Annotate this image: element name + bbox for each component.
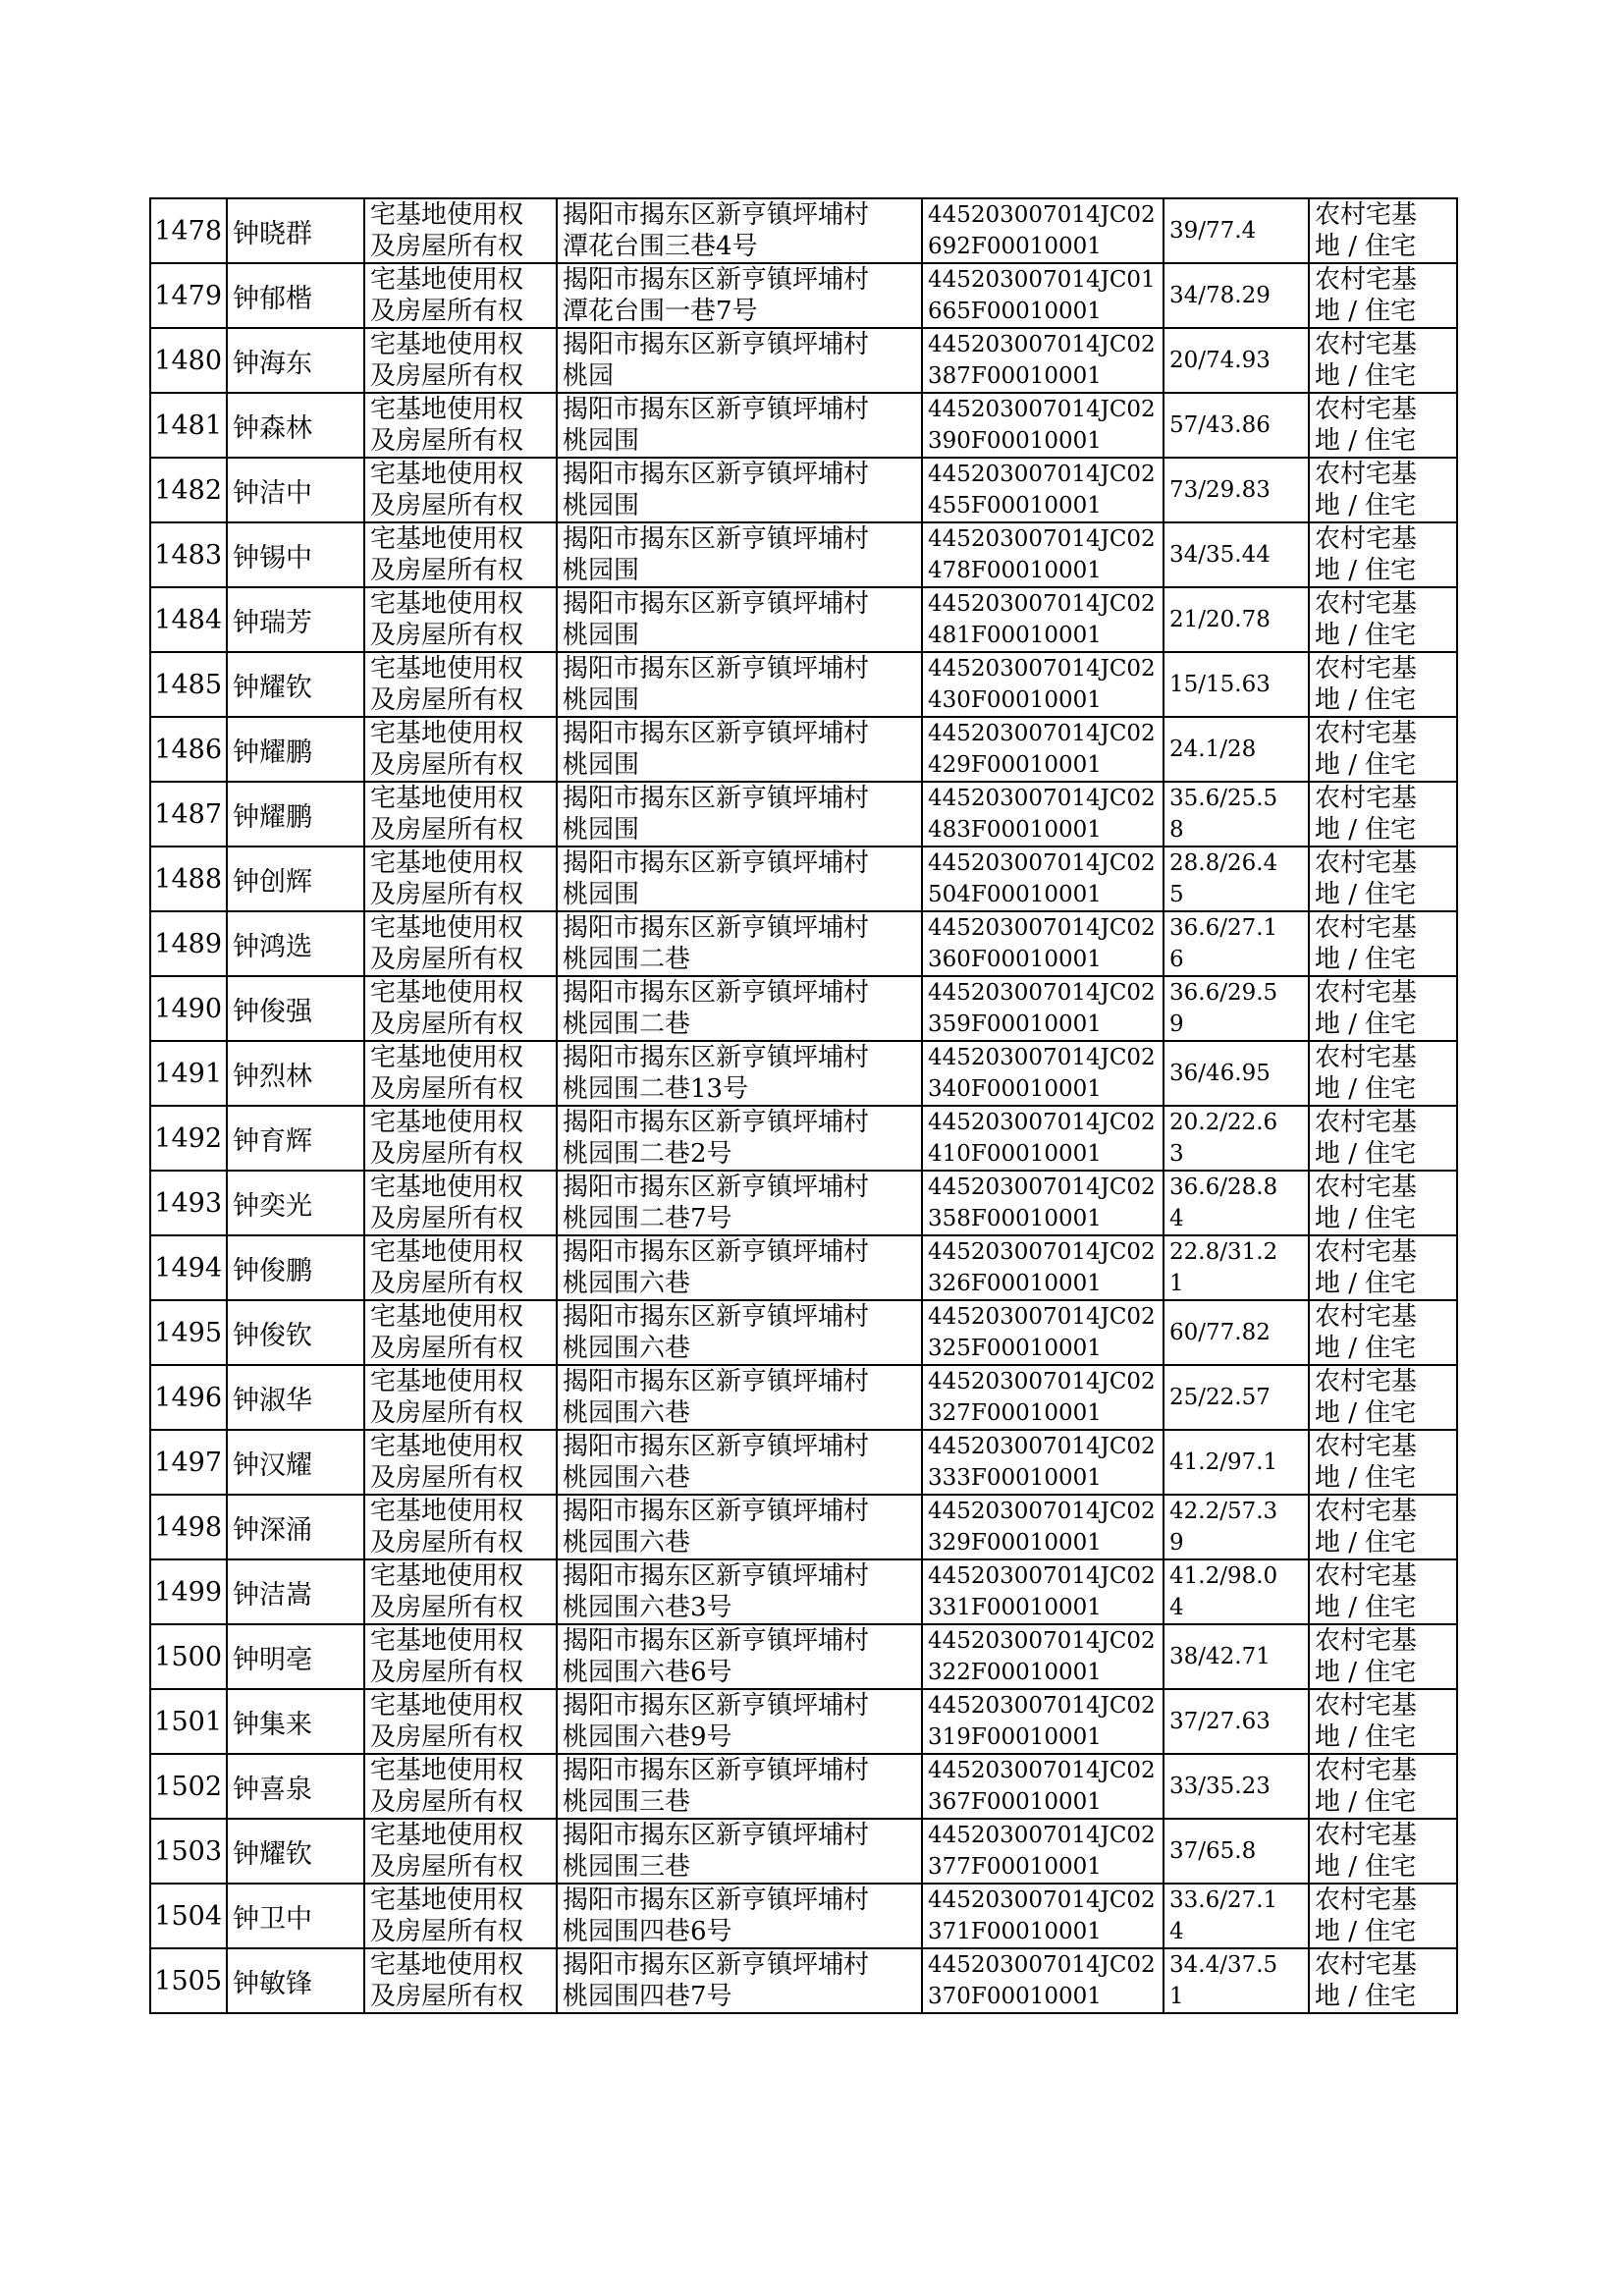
area-cell: 33.6/27.1 4 <box>1164 1884 1309 1948</box>
record-number-cell: 1500 <box>150 1624 227 1689</box>
holder-name-cell: 钟烈林 <box>227 1041 364 1106</box>
table-row <box>150 1754 1457 1819</box>
holder-name-cell: 钟森林 <box>227 393 364 458</box>
right-type-cell: 宅基地使用权 及房屋所有权 <box>364 1689 557 1754</box>
area-cell: 34.4/37.5 1 <box>1164 1948 1309 2013</box>
land-use-cell: 农村宅基 地 / 住宅 <box>1309 976 1457 1041</box>
unit-id-cell: 445203007014JC02 387F00010001 <box>922 328 1164 393</box>
holder-name-cell: 钟喜泉 <box>227 1754 364 1819</box>
holder-name-cell: 钟深涌 <box>227 1495 364 1559</box>
unit-id-cell: 445203007014JC02 430F00010001 <box>922 652 1164 717</box>
address-cell: 揭阳市揭东区新亨镇坪埔村 桃园围 <box>557 458 922 522</box>
table-row <box>150 1430 1457 1495</box>
right-type-cell: 宅基地使用权 及房屋所有权 <box>364 263 557 328</box>
table-row <box>150 847 1457 911</box>
right-type-cell: 宅基地使用权 及房屋所有权 <box>364 1235 557 1300</box>
record-number-cell: 1499 <box>150 1559 227 1624</box>
record-number-cell: 1490 <box>150 976 227 1041</box>
unit-id-cell: 445203007014JC02 483F00010001 <box>922 782 1164 847</box>
table-row <box>150 328 1457 393</box>
right-type-cell: 宅基地使用权 及房屋所有权 <box>364 1559 557 1624</box>
holder-name-cell: 钟明亳 <box>227 1624 364 1689</box>
address-cell: 揭阳市揭东区新亨镇坪埔村 桃园围三巷 <box>557 1819 922 1884</box>
table-row <box>150 1171 1457 1235</box>
land-use-cell: 农村宅基 地 / 住宅 <box>1309 393 1457 458</box>
area-cell: 28.8/26.4 5 <box>1164 847 1309 911</box>
address-cell: 揭阳市揭东区新亨镇坪埔村 桃园围六巷 <box>557 1365 922 1430</box>
land-use-cell: 农村宅基 地 / 住宅 <box>1309 1754 1457 1819</box>
unit-id-cell: 445203007014JC02 390F00010001 <box>922 393 1164 458</box>
right-type-cell: 宅基地使用权 及房屋所有权 <box>364 1819 557 1884</box>
area-cell: 24.1/28 <box>1164 717 1309 782</box>
record-number-cell: 1494 <box>150 1235 227 1300</box>
unit-id-cell: 445203007014JC02 322F00010001 <box>922 1624 1164 1689</box>
table-row <box>150 1365 1457 1430</box>
record-number-cell: 1503 <box>150 1819 227 1884</box>
holder-name-cell: 钟卫中 <box>227 1884 364 1948</box>
area-cell: 35.6/25.5 8 <box>1164 782 1309 847</box>
right-type-cell: 宅基地使用权 及房屋所有权 <box>364 1948 557 2013</box>
table-row <box>150 911 1457 976</box>
area-cell: 42.2/57.3 9 <box>1164 1495 1309 1559</box>
record-number-cell: 1484 <box>150 587 227 652</box>
address-cell: 揭阳市揭东区新亨镇坪埔村 桃园围六巷 <box>557 1300 922 1365</box>
land-use-cell: 农村宅基 地 / 住宅 <box>1309 911 1457 976</box>
unit-id-cell: 445203007014JC02 370F00010001 <box>922 1948 1164 2013</box>
right-type-cell: 宅基地使用权 及房屋所有权 <box>364 1041 557 1106</box>
unit-id-cell: 445203007014JC02 331F00010001 <box>922 1559 1164 1624</box>
unit-id-cell: 445203007014JC02 327F00010001 <box>922 1365 1164 1430</box>
address-cell: 揭阳市揭东区新亨镇坪埔村 桃园围二巷2号 <box>557 1106 922 1171</box>
address-cell: 揭阳市揭东区新亨镇坪埔村 桃园围 <box>557 522 922 587</box>
holder-name-cell: 钟洁嵩 <box>227 1559 364 1624</box>
holder-name-cell: 钟创辉 <box>227 847 364 911</box>
address-cell: 揭阳市揭东区新亨镇坪埔村 桃园围 <box>557 393 922 458</box>
address-cell: 揭阳市揭东区新亨镇坪埔村 桃园围二巷7号 <box>557 1171 922 1235</box>
record-number-cell: 1497 <box>150 1430 227 1495</box>
unit-id-cell: 445203007014JC02 359F00010001 <box>922 976 1164 1041</box>
area-cell: 41.2/97.1 <box>1164 1430 1309 1495</box>
address-cell: 揭阳市揭东区新亨镇坪埔村 桃园围六巷3号 <box>557 1559 922 1624</box>
record-number-cell: 1501 <box>150 1689 227 1754</box>
right-type-cell: 宅基地使用权 及房屋所有权 <box>364 847 557 911</box>
record-number-cell: 1498 <box>150 1495 227 1559</box>
land-use-cell: 农村宅基 地 / 住宅 <box>1309 1235 1457 1300</box>
record-number-cell: 1492 <box>150 1106 227 1171</box>
area-cell: 34/35.44 <box>1164 522 1309 587</box>
area-cell: 25/22.57 <box>1164 1365 1309 1430</box>
unit-id-cell: 445203007014JC02 692F00010001 <box>922 198 1164 263</box>
land-use-cell: 农村宅基 地 / 住宅 <box>1309 1689 1457 1754</box>
holder-name-cell: 钟俊鹏 <box>227 1235 364 1300</box>
land-use-cell: 农村宅基 地 / 住宅 <box>1309 328 1457 393</box>
land-use-cell: 农村宅基 地 / 住宅 <box>1309 1106 1457 1171</box>
land-use-cell: 农村宅基 地 / 住宅 <box>1309 1819 1457 1884</box>
record-number-cell: 1481 <box>150 393 227 458</box>
right-type-cell: 宅基地使用权 及房屋所有权 <box>364 1300 557 1365</box>
holder-name-cell: 钟晓群 <box>227 198 364 263</box>
area-cell: 20.2/22.6 3 <box>1164 1106 1309 1171</box>
land-use-cell: 农村宅基 地 / 住宅 <box>1309 1495 1457 1559</box>
record-number-cell: 1487 <box>150 782 227 847</box>
area-cell: 21/20.78 <box>1164 587 1309 652</box>
right-type-cell: 宅基地使用权 及房屋所有权 <box>364 328 557 393</box>
area-cell: 38/42.71 <box>1164 1624 1309 1689</box>
address-cell: 揭阳市揭东区新亨镇坪埔村 桃园围三巷 <box>557 1754 922 1819</box>
right-type-cell: 宅基地使用权 及房屋所有权 <box>364 1365 557 1430</box>
right-type-cell: 宅基地使用权 及房屋所有权 <box>364 652 557 717</box>
address-cell: 揭阳市揭东区新亨镇坪埔村 桃园围二巷 <box>557 911 922 976</box>
record-number-cell: 1489 <box>150 911 227 976</box>
table-row <box>150 1559 1457 1624</box>
table-row <box>150 458 1457 522</box>
table-row <box>150 1300 1457 1365</box>
address-cell: 揭阳市揭东区新亨镇坪埔村 潭花台围三巷4号 <box>557 198 922 263</box>
record-number-cell: 1480 <box>150 328 227 393</box>
record-number-cell: 1493 <box>150 1171 227 1235</box>
area-cell: 22.8/31.2 1 <box>1164 1235 1309 1300</box>
property-rights-table <box>149 197 1458 2014</box>
holder-name-cell: 钟俊强 <box>227 976 364 1041</box>
address-cell: 揭阳市揭东区新亨镇坪埔村 桃园围四巷6号 <box>557 1884 922 1948</box>
area-cell: 41.2/98.0 4 <box>1164 1559 1309 1624</box>
area-cell: 37/65.8 <box>1164 1819 1309 1884</box>
table-row <box>150 1106 1457 1171</box>
record-number-cell: 1479 <box>150 263 227 328</box>
unit-id-cell: 445203007014JC02 333F00010001 <box>922 1430 1164 1495</box>
land-use-cell: 农村宅基 地 / 住宅 <box>1309 1300 1457 1365</box>
table-row <box>150 1235 1457 1300</box>
table-row <box>150 263 1457 328</box>
unit-id-cell: 445203007014JC02 329F00010001 <box>922 1495 1164 1559</box>
unit-id-cell: 445203007014JC02 410F00010001 <box>922 1106 1164 1171</box>
unit-id-cell: 445203007014JC02 358F00010001 <box>922 1171 1164 1235</box>
land-use-cell: 农村宅基 地 / 住宅 <box>1309 1948 1457 2013</box>
holder-name-cell: 钟育辉 <box>227 1106 364 1171</box>
holder-name-cell: 钟鸿选 <box>227 911 364 976</box>
land-use-cell: 农村宅基 地 / 住宅 <box>1309 717 1457 782</box>
address-cell: 揭阳市揭东区新亨镇坪埔村 桃园围 <box>557 587 922 652</box>
right-type-cell: 宅基地使用权 及房屋所有权 <box>364 1754 557 1819</box>
record-number-cell: 1496 <box>150 1365 227 1430</box>
unit-id-cell: 445203007014JC02 325F00010001 <box>922 1300 1164 1365</box>
holder-name-cell: 钟俊钦 <box>227 1300 364 1365</box>
land-use-cell: 农村宅基 地 / 住宅 <box>1309 1365 1457 1430</box>
right-type-cell: 宅基地使用权 及房屋所有权 <box>364 782 557 847</box>
holder-name-cell: 钟耀鹏 <box>227 782 364 847</box>
area-cell: 34/78.29 <box>1164 263 1309 328</box>
right-type-cell: 宅基地使用权 及房屋所有权 <box>364 717 557 782</box>
address-cell: 揭阳市揭东区新亨镇坪埔村 桃园围六巷 <box>557 1495 922 1559</box>
table-row <box>150 652 1457 717</box>
address-cell: 揭阳市揭东区新亨镇坪埔村 桃园围六巷9号 <box>557 1689 922 1754</box>
land-use-cell: 农村宅基 地 / 住宅 <box>1309 1559 1457 1624</box>
right-type-cell: 宅基地使用权 及房屋所有权 <box>364 911 557 976</box>
table-row <box>150 393 1457 458</box>
land-use-cell: 农村宅基 地 / 住宅 <box>1309 1041 1457 1106</box>
holder-name-cell: 钟耀钦 <box>227 1819 364 1884</box>
right-type-cell: 宅基地使用权 及房屋所有权 <box>364 1171 557 1235</box>
holder-name-cell: 钟锡中 <box>227 522 364 587</box>
right-type-cell: 宅基地使用权 及房屋所有权 <box>364 1884 557 1948</box>
unit-id-cell: 445203007014JC01 665F00010001 <box>922 263 1164 328</box>
holder-name-cell: 钟郁楷 <box>227 263 364 328</box>
address-cell: 揭阳市揭东区新亨镇坪埔村 潭花台围一巷7号 <box>557 263 922 328</box>
record-number-cell: 1504 <box>150 1884 227 1948</box>
table-row <box>150 522 1457 587</box>
area-cell: 15/15.63 <box>1164 652 1309 717</box>
area-cell: 36.6/27.1 6 <box>1164 911 1309 976</box>
record-number-cell: 1485 <box>150 652 227 717</box>
land-use-cell: 农村宅基 地 / 住宅 <box>1309 522 1457 587</box>
land-use-cell: 农村宅基 地 / 住宅 <box>1309 652 1457 717</box>
table-body <box>150 198 1457 2013</box>
right-type-cell: 宅基地使用权 及房屋所有权 <box>364 976 557 1041</box>
table-row <box>150 587 1457 652</box>
record-number-cell: 1505 <box>150 1948 227 2013</box>
table-row <box>150 782 1457 847</box>
record-number-cell: 1495 <box>150 1300 227 1365</box>
right-type-cell: 宅基地使用权 及房屋所有权 <box>364 587 557 652</box>
address-cell: 揭阳市揭东区新亨镇坪埔村 桃园围 <box>557 717 922 782</box>
table-row <box>150 717 1457 782</box>
area-cell: 20/74.93 <box>1164 328 1309 393</box>
address-cell: 揭阳市揭东区新亨镇坪埔村 桃园围六巷6号 <box>557 1624 922 1689</box>
land-use-cell: 农村宅基 地 / 住宅 <box>1309 1171 1457 1235</box>
table-row <box>150 1948 1457 2013</box>
right-type-cell: 宅基地使用权 及房屋所有权 <box>364 1624 557 1689</box>
unit-id-cell: 445203007014JC02 429F00010001 <box>922 717 1164 782</box>
record-number-cell: 1482 <box>150 458 227 522</box>
holder-name-cell: 钟奕光 <box>227 1171 364 1235</box>
table-row <box>150 1819 1457 1884</box>
area-cell: 57/43.86 <box>1164 393 1309 458</box>
holder-name-cell: 钟耀鹏 <box>227 717 364 782</box>
area-cell: 36/46.95 <box>1164 1041 1309 1106</box>
holder-name-cell: 钟敏锋 <box>227 1948 364 2013</box>
address-cell: 揭阳市揭东区新亨镇坪埔村 桃园围 <box>557 782 922 847</box>
unit-id-cell: 445203007014JC02 360F00010001 <box>922 911 1164 976</box>
table-row <box>150 1689 1457 1754</box>
unit-id-cell: 445203007014JC02 377F00010001 <box>922 1819 1164 1884</box>
land-use-cell: 农村宅基 地 / 住宅 <box>1309 198 1457 263</box>
table-row <box>150 1884 1457 1948</box>
right-type-cell: 宅基地使用权 及房屋所有权 <box>364 1495 557 1559</box>
land-use-cell: 农村宅基 地 / 住宅 <box>1309 847 1457 911</box>
area-cell: 37/27.63 <box>1164 1689 1309 1754</box>
area-cell: 36.6/29.5 9 <box>1164 976 1309 1041</box>
record-number-cell: 1486 <box>150 717 227 782</box>
right-type-cell: 宅基地使用权 及房屋所有权 <box>364 458 557 522</box>
area-cell: 39/77.4 <box>1164 198 1309 263</box>
table-row <box>150 198 1457 263</box>
address-cell: 揭阳市揭东区新亨镇坪埔村 桃园围二巷13号 <box>557 1041 922 1106</box>
right-type-cell: 宅基地使用权 及房屋所有权 <box>364 1430 557 1495</box>
land-use-cell: 农村宅基 地 / 住宅 <box>1309 263 1457 328</box>
land-use-cell: 农村宅基 地 / 住宅 <box>1309 1430 1457 1495</box>
address-cell: 揭阳市揭东区新亨镇坪埔村 桃园 <box>557 328 922 393</box>
record-number-cell: 1478 <box>150 198 227 263</box>
unit-id-cell: 445203007014JC02 340F00010001 <box>922 1041 1164 1106</box>
unit-id-cell: 445203007014JC02 319F00010001 <box>922 1689 1164 1754</box>
unit-id-cell: 445203007014JC02 455F00010001 <box>922 458 1164 522</box>
address-cell: 揭阳市揭东区新亨镇坪埔村 桃园围四巷7号 <box>557 1948 922 2013</box>
right-type-cell: 宅基地使用权 及房屋所有权 <box>364 522 557 587</box>
land-use-cell: 农村宅基 地 / 住宅 <box>1309 1884 1457 1948</box>
area-cell: 60/77.82 <box>1164 1300 1309 1365</box>
table-row <box>150 1624 1457 1689</box>
land-use-cell: 农村宅基 地 / 住宅 <box>1309 1624 1457 1689</box>
holder-name-cell: 钟海东 <box>227 328 364 393</box>
area-cell: 33/35.23 <box>1164 1754 1309 1819</box>
land-use-cell: 农村宅基 地 / 住宅 <box>1309 458 1457 522</box>
right-type-cell: 宅基地使用权 及房屋所有权 <box>364 198 557 263</box>
right-type-cell: 宅基地使用权 及房屋所有权 <box>364 393 557 458</box>
holder-name-cell: 钟淑华 <box>227 1365 364 1430</box>
unit-id-cell: 445203007014JC02 504F00010001 <box>922 847 1164 911</box>
record-number-cell: 1502 <box>150 1754 227 1819</box>
area-cell: 36.6/28.8 4 <box>1164 1171 1309 1235</box>
unit-id-cell: 445203007014JC02 367F00010001 <box>922 1754 1164 1819</box>
holder-name-cell: 钟瑞芳 <box>227 587 364 652</box>
area-cell: 73/29.83 <box>1164 458 1309 522</box>
record-number-cell: 1491 <box>150 1041 227 1106</box>
address-cell: 揭阳市揭东区新亨镇坪埔村 桃园围六巷 <box>557 1430 922 1495</box>
address-cell: 揭阳市揭东区新亨镇坪埔村 桃园围六巷 <box>557 1235 922 1300</box>
address-cell: 揭阳市揭东区新亨镇坪埔村 桃园围 <box>557 652 922 717</box>
unit-id-cell: 445203007014JC02 371F00010001 <box>922 1884 1164 1948</box>
table-row <box>150 1495 1457 1559</box>
land-use-cell: 农村宅基 地 / 住宅 <box>1309 587 1457 652</box>
address-cell: 揭阳市揭东区新亨镇坪埔村 桃园围 <box>557 847 922 911</box>
record-number-cell: 1488 <box>150 847 227 911</box>
unit-id-cell: 445203007014JC02 478F00010001 <box>922 522 1164 587</box>
record-number-cell: 1483 <box>150 522 227 587</box>
table-row <box>150 1041 1457 1106</box>
table-row <box>150 976 1457 1041</box>
holder-name-cell: 钟集来 <box>227 1689 364 1754</box>
land-use-cell: 农村宅基 地 / 住宅 <box>1309 782 1457 847</box>
holder-name-cell: 钟耀钦 <box>227 652 364 717</box>
holder-name-cell: 钟汉耀 <box>227 1430 364 1495</box>
unit-id-cell: 445203007014JC02 326F00010001 <box>922 1235 1164 1300</box>
unit-id-cell: 445203007014JC02 481F00010001 <box>922 587 1164 652</box>
right-type-cell: 宅基地使用权 及房屋所有权 <box>364 1106 557 1171</box>
address-cell: 揭阳市揭东区新亨镇坪埔村 桃园围二巷 <box>557 976 922 1041</box>
holder-name-cell: 钟洁中 <box>227 458 364 522</box>
